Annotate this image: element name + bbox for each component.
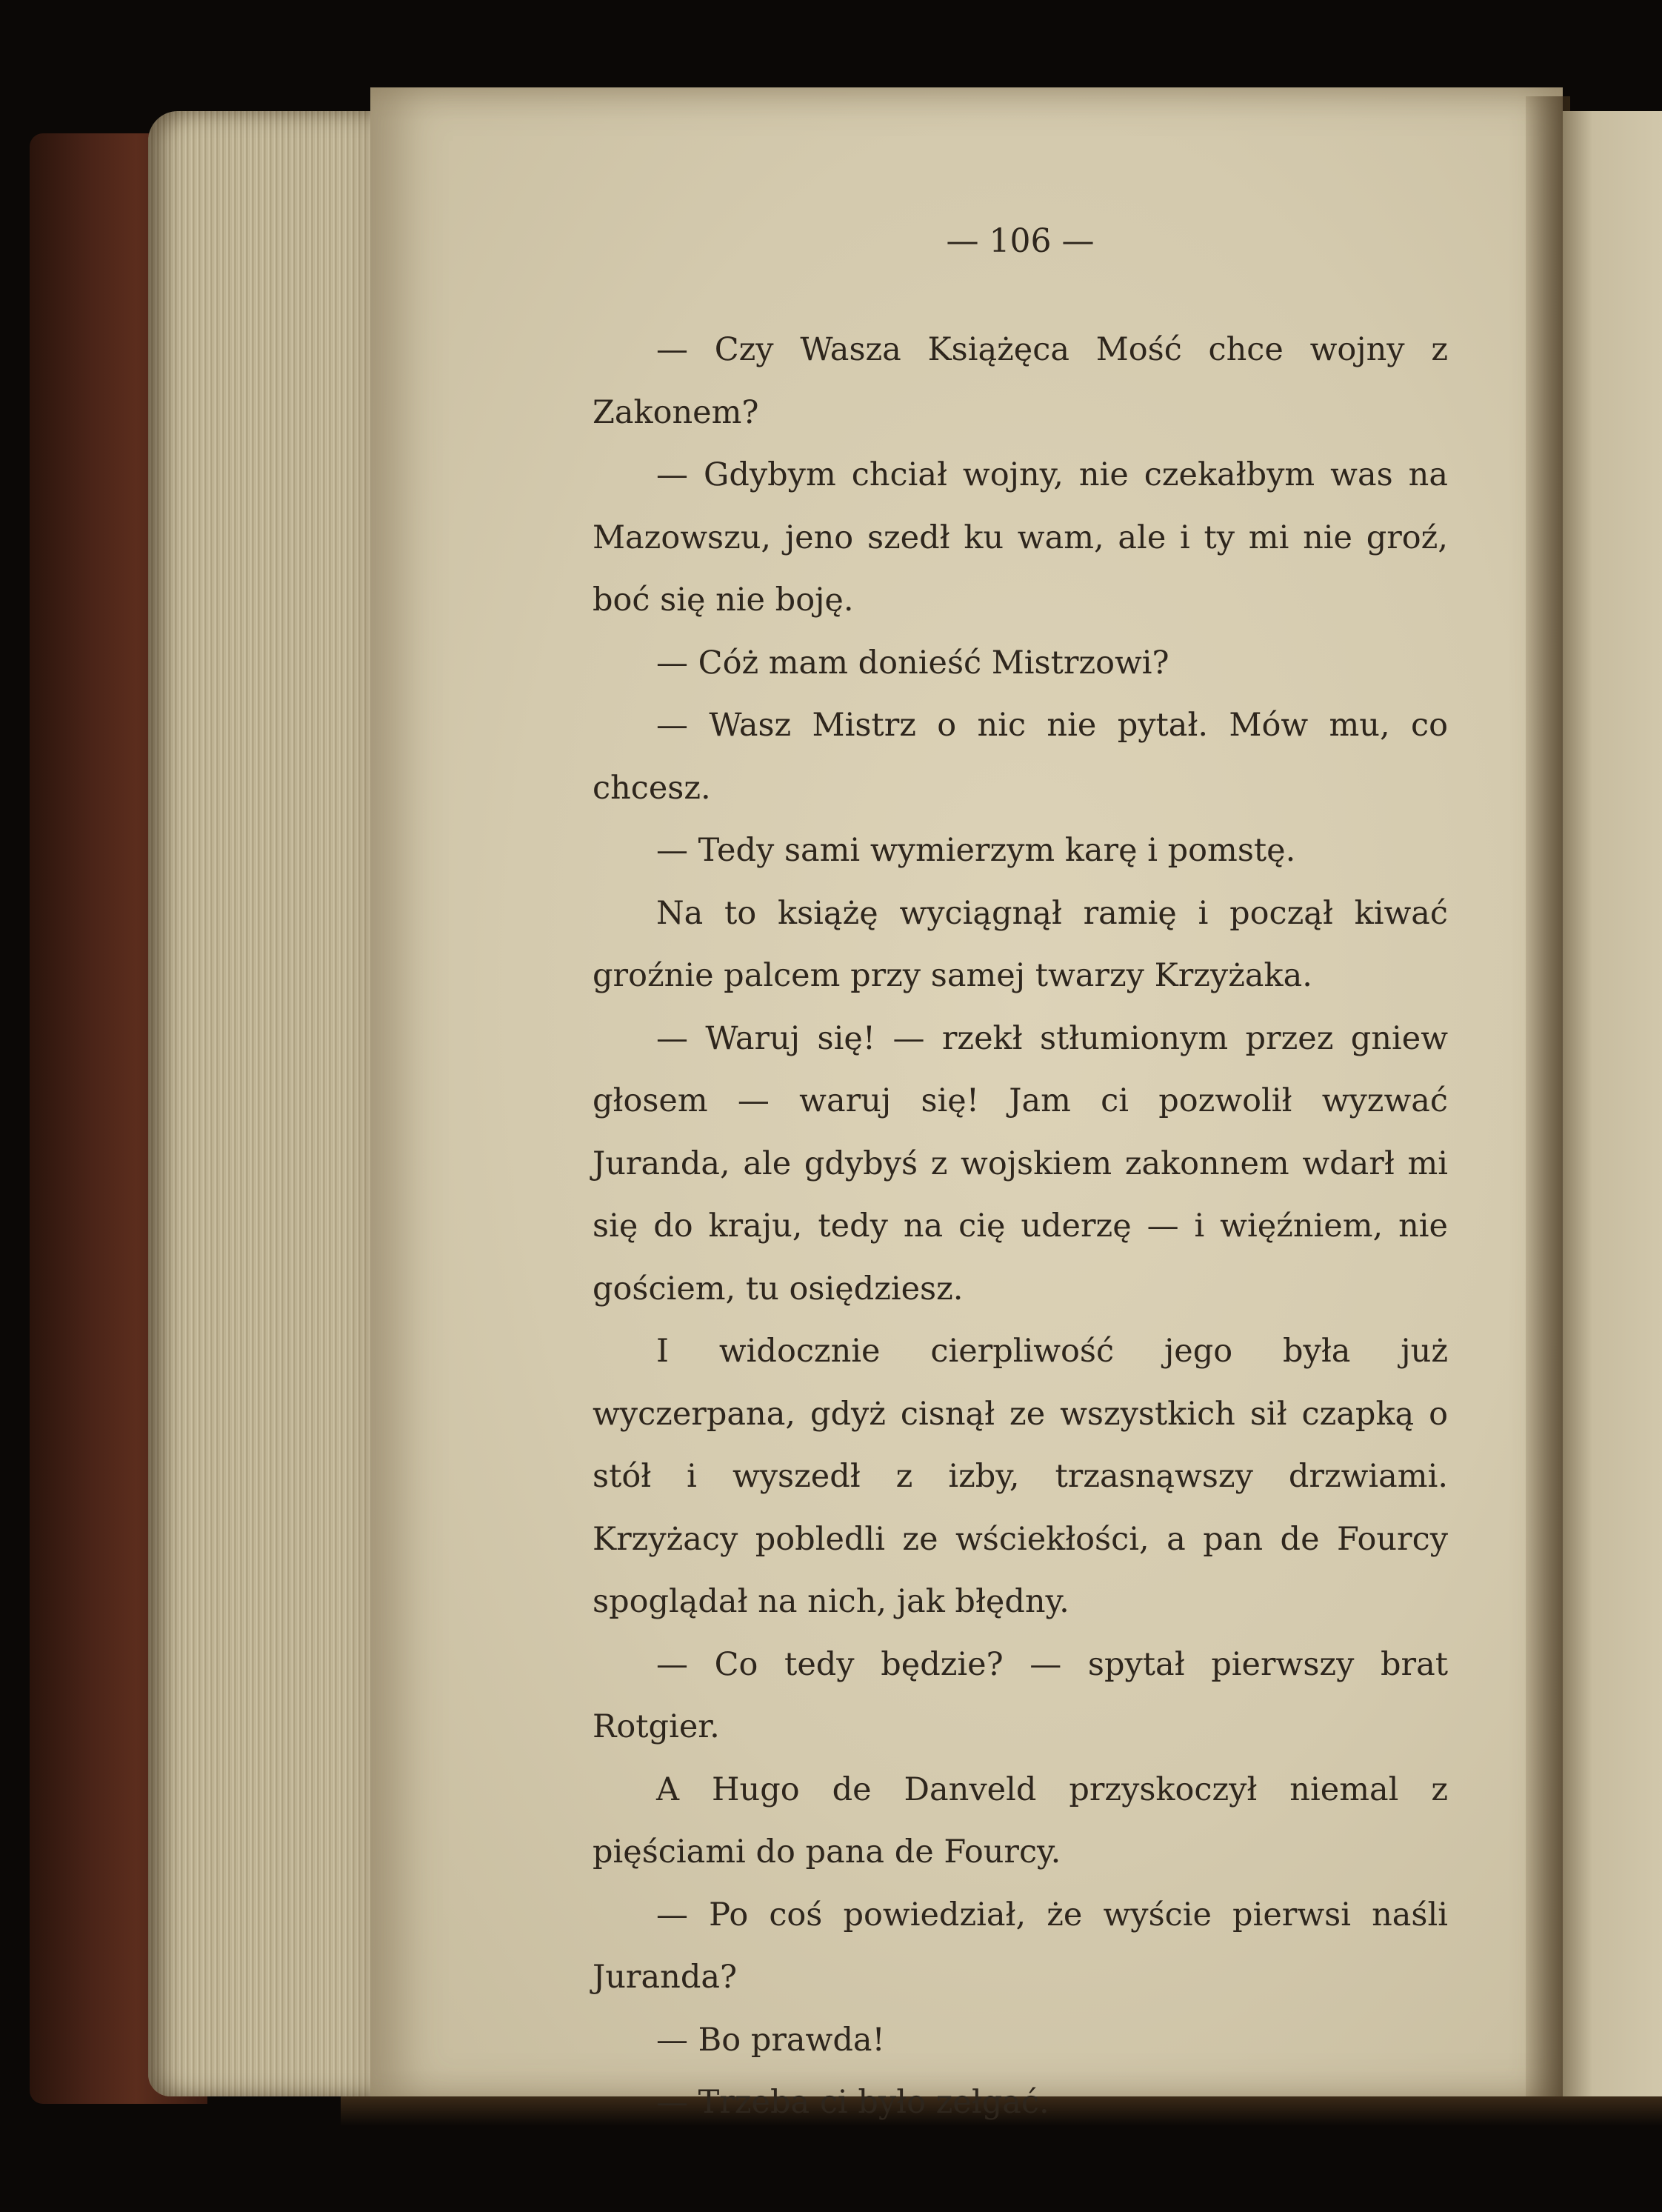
facing-page-edge [1563,111,1662,2104]
paragraph: A Hugo de Danveld przyskoczył niemal z pięściami do pana de Fourcy. [593,1770,1448,1870]
paragraph: — Po coś powiedział, że wyście pierwsi naśli Juranda? [593,1896,1448,1996]
paragraph: I widocznie cierpliwość jego była już wyczerpana, gdyż cisnął ze wszystkich sił czapką o stół i wyszedł z izby, trzasnąwszy drzwiami. Krzyżacy pobledli ze wściekłości, a pan de Fourcy spoglądał na nich, jak błędny. [593,1333,1448,1620]
paragraph: — Wasz Mistrz o nic nie pytał. Mów mu, co chcesz. [593,707,1448,807]
paragraph: — Co tedy będzie? — spytał pierwszy brat Rotgier. [593,1645,1448,1745]
paragraph: Na to książę wyciągnął ramię i począł kiwać groźnie palcem przy samej twarzy Krzyżaka. [593,894,1448,994]
paragraph: — Tedy sami wymierzym karę i pomstę. [656,832,1296,869]
paragraph: — Cóż mam donieść Mistrzowi? [656,644,1169,682]
paragraph: — Bo prawda! [656,2021,885,2059]
page-number: — 106 — [946,222,1095,260]
paragraph: — Trzeba ci było zełgać. [656,2084,1049,2121]
page-text [593,319,1448,2134]
paragraph: — Gdybym chciał wojny, nie czekałbym was na Mazowszu, jeno szedł ku wam, ale i ty mi nie groź, boć się nie boję. [593,456,1448,619]
paragraph: — Waruj się! — rzekł stłumionym przez gniew głosem — waruj się! Jam ci pozwolił wyzwać Juranda, ale gdybyś z wojskiem zakonnem wdarł mi się do kraju, tedy na cię uderzę — i więźniem, nie gościem, tu osiędziesz. [593,1019,1448,1307]
paragraph: — Czy Wasza Książęca Mość chce wojny z Zakonem? [593,331,1448,431]
